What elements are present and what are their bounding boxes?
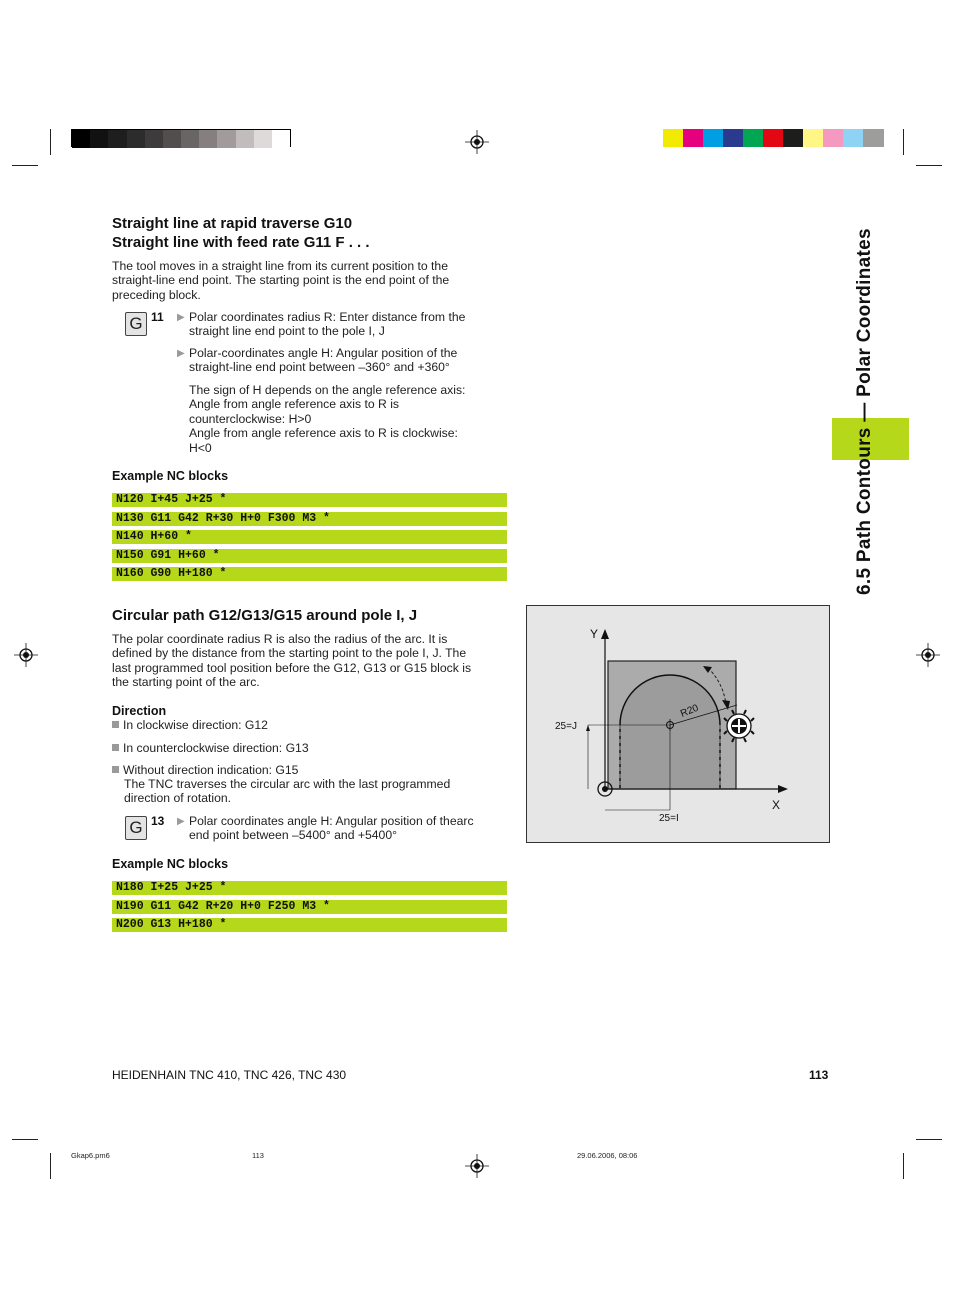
print-page: 113 [252,1151,264,1160]
color-calibration-bar [663,129,883,147]
nc-block: N140 H+60 * [112,530,507,544]
direction-item: Without direction indication: G15 [112,763,298,777]
nc-block: N200 G13 H+180 * [112,918,507,932]
color-swatch [145,130,164,148]
color-swatch [663,129,684,147]
g-key-icon: G [125,816,147,840]
nc-block: N130 G11 G42 R+30 H+0 F300 M3 * [112,512,507,526]
registration-target-icon [465,130,489,154]
color-swatch [843,129,864,147]
print-date: 29.06.2006, 08:06 [577,1151,638,1160]
color-swatch [723,129,744,147]
color-swatch [90,130,109,148]
section1-title-line1: Straight line at rapid traverse G10 [112,215,353,232]
registration-target-icon [14,643,38,667]
section1-bullet-radius: Polar coordinates radius R: Enter distance from the straight line end point to the pole I, J [189,310,466,339]
color-swatch [108,130,127,148]
crop-mark [50,129,51,155]
j-dimension-label: 25=J [555,721,577,732]
section2-intro: The polar coordinate radius R is also the radius of the arc. It is defined by the distance from the starting point to the pole I, J. The last programmed tool position before the G12, G13 or G15 block is the starting point of the arc. [112,632,472,690]
section2-example-heading: Example NC blocks [112,857,229,871]
direction-item: In clockwise direction: G12 [112,718,268,732]
chapter-title: 6.5 Path Contours — Polar Coordinates [854,228,875,595]
color-swatch [703,129,724,147]
crop-mark [50,1153,51,1179]
color-swatch [823,129,844,147]
color-swatch [763,129,784,147]
section2-title: Circular path G12/G13/G15 around pole I, J [112,607,418,624]
color-swatch [236,130,255,148]
bullet-triangle-icon: ▶ [177,816,185,827]
bullet-square-icon [112,744,119,751]
nc-block: N190 G11 G42 R+20 H+0 F250 M3 * [112,900,507,914]
gray-calibration-bar [71,129,291,147]
color-swatch [163,130,182,148]
crop-mark [12,165,38,166]
g-key-icon: G [125,312,147,336]
bullet-triangle-icon: ▶ [177,348,185,359]
g-key-number: 13 [151,814,165,828]
section1-example-heading: Example NC blocks [112,469,229,483]
g-key-number: 11 [151,310,164,324]
page-number: 113 [809,1068,829,1082]
section1-angle-note: The sign of H depends on the angle reference axis: Angle from angle reference axis to R is counterclockwise: H>0 Angle from angle reference axis to R is clockwise: H<0 [189,383,466,455]
color-swatch [199,130,218,148]
bullet-triangle-icon: ▶ [177,312,185,323]
registration-target-icon [465,1154,489,1178]
crop-mark [12,1139,38,1140]
bullet-square-icon [112,721,119,728]
direction-heading: Direction [112,704,167,718]
radius-label: R20 [679,702,701,720]
color-swatch [803,129,824,147]
nc-block: N160 G90 H+180 * [112,567,507,581]
color-swatch [783,129,804,147]
circular-path-figure [526,605,830,843]
x-axis-label: X [772,798,781,812]
color-swatch [217,130,236,148]
color-swatch [254,130,273,148]
color-swatch [863,129,884,147]
color-swatch [127,130,146,148]
section1-intro: The tool moves in a straight line from its current position to the straight-line end point. The starting point is the end point of the preceding block. [112,259,450,302]
section2-bullet-angle: Polar coordinates angle H: Angular position of thearc end point between –5400° and +5400° [189,814,474,843]
i-dimension-label: 25=I [659,813,679,824]
y-axis-label: Y [590,627,599,641]
bullet-square-icon [112,766,119,773]
print-file: Gkap6.pm6 [71,1151,110,1160]
color-swatch [683,129,704,147]
color-swatch [272,130,291,148]
section1-bullet-angle: Polar-coordinates angle H: Angular position of the straight-line end point between –360° and +360° [189,346,458,375]
registration-target-icon [916,643,940,667]
nc-block: N180 I+25 J+25 * [112,881,507,895]
crop-mark [916,1139,942,1140]
g15-detail: The TNC traverses the circular arc with the last programmed direction of rotation. [124,777,451,806]
color-swatch [72,130,91,148]
footer-product: HEIDENHAIN TNC 410, TNC 426, TNC 430 [112,1068,347,1082]
nc-block: N150 G91 H+60 * [112,549,507,563]
section1-title-line2: Straight line with feed rate G11 F . . . [112,234,370,251]
crop-mark [903,1153,904,1179]
direction-item: In counterclockwise direction: G13 [112,741,309,755]
crop-mark [916,165,942,166]
crop-mark [903,129,904,155]
color-swatch [743,129,764,147]
color-swatch [181,130,200,148]
nc-block: N120 I+45 J+25 * [112,493,507,507]
